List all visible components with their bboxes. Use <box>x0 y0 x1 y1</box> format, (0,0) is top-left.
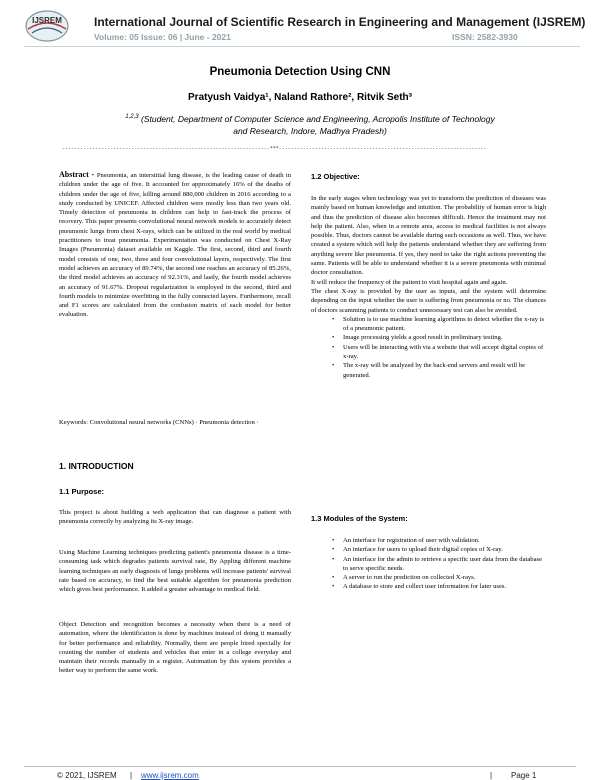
paper-title: Pneumonia Detection Using CNN <box>209 66 391 78</box>
list-item: • The x-ray will be analyzed by the back-end servers and result will be generated. <box>311 361 546 380</box>
objective-paragraph-3: The chest X-ray is provided by the user as inputs, and the system will determine depending on the input whether the user is suffering from pneumonia or no. The chances of doctors scamming patients to conduct unnecessary test can also be avoided. <box>311 287 546 314</box>
objective-paragraph-2: It will reduce the frequency of the patient to visit hospital again and again. <box>311 278 508 286</box>
affiliation-superscript: 1,2,3 <box>125 114 139 120</box>
objective-heading: 1.2 Objective: <box>311 172 360 181</box>
footer-separator: | <box>490 771 493 780</box>
ml-paragraph: Using Machine Learning techniques predicting patient's pneumonia disease is a time-consuming task which degrades patients survival rate, By Appling different machine learning techniques an early diagnosis of lungs problems will increase patients' survival rate based on accuracy, to find the best suitable algorithm for pneumonia prediction which gives best performance. It added a greater advantage to medical field. <box>59 549 291 594</box>
keywords: Keywords: Convolutional neural networks (CNNs) · Pneumonia detection · <box>59 419 259 426</box>
objective-intro <box>311 194 546 380</box>
modules-heading: 1.3 Modules of the System: <box>311 514 408 523</box>
journal-logo <box>24 9 70 43</box>
modules-list <box>311 536 546 592</box>
footer-divider <box>24 766 576 767</box>
abstract-label: Abstract - <box>59 170 97 179</box>
list-item: • Solution is to use machine learning algorithms to detect whether the x-ray is of a pneumonic patient. <box>311 315 546 334</box>
logo-text: IJSREM <box>32 16 62 25</box>
list-item: • A server to run the prediction on collected X-rays. <box>311 573 546 582</box>
list-item: • Users will be interacting with via a website that will accept digital copies of x-ray. <box>311 343 546 362</box>
objective-list <box>311 315 546 380</box>
volume-issue: Volume: 05 Issue: 06 | June - 2021 <box>94 32 231 42</box>
purpose-heading: 1.1 Purpose: <box>59 487 105 496</box>
introduction-heading: 1. INTRODUCTION <box>59 461 134 471</box>
section-divider: ---------------------------------------------------------------------***--------------------------------------------------------------------- <box>62 146 487 152</box>
affiliation-text: (Student, Department of Computer Science and Engineering, Acropolis Institute of Technology and Research, Indore, Madhya Pradesh) <box>138 113 495 136</box>
copyright: © 2021, IJSREM <box>57 771 117 780</box>
modules-section <box>311 536 546 592</box>
objective-paragraph-1: In the early stages when technology was yet to transform the prediction of diseases was mainly based on human knowledge and intuition. The probability of human error is high and thus the prediction of disease also becomes difficult. Hence the treatment may not help the patient. Also, when in a remote area, access to medical facilities is not always possible. Thus, doctors cannot be available during such occasions as well. Thus, we have created a system which will help the patients understand whether they are suffering from anything severe like pneumonia. If yes, they need to take the right actions preventing the same. Patients will be able to understand whether it is a severe pneumonia with minimal doctor consultation. <box>311 195 546 277</box>
list-item: • An interface for users to upload their digital copies of X-ray. <box>311 545 546 554</box>
header-divider <box>24 46 580 47</box>
purpose-paragraph: This project is about building a web application that can diagnose a patient with pneumonia correctly by analyzing its X-ray image. <box>59 509 291 526</box>
journal-title: International Journal of Scientific Research in Engineering and Management (IJSREM) <box>94 15 586 29</box>
list-item: • A database to store and collect user information for later uses. <box>311 582 546 591</box>
list-item: • Image processing yields a good result in preliminary testing. <box>311 333 546 342</box>
abstract-text: Pneumonia, an interstitial lung disease, is the leading cause of death in children under the age of five. It accounted for approximately 16% of the deaths of children under the age of five, killing around 880,000 children in 2016 according to a study conducted by UNICEF. Affected children were mostly less than two years old. Timely detection of pneumonia in children can help to fast-track the process of recovery. This paper presents convolutional neural network models to accurately detect pneumonic lungs from chest X-rays, which can be utilized in the real world by medical practitioners to treat pneumonia. Experimentation was conducted on Chest X-Ray Images (Pneumonia) dataset available on Kaggle. The first, second, third and fourth model consists of one, two, three and four convolutional layers, respectively. The first model achieves an accuracy of 89.74%, the second one reaches an accuracy of 85.26%, the third model achieves an accuracy of 92.31%, and lastly, the fourth model achieves an accuracy of 91.67%. Dropout regularization is employed in the second, third and fourth models to minimize overfitting in the fully connected layers. Furthermore, recall and F1 scores are calculated from the confusion matrix of each model for better evaluation. <box>59 172 291 319</box>
list-item: • An interface for the admin to retrieve a specific user data from the database to serve specific needs. <box>311 555 546 574</box>
abstract <box>59 170 291 320</box>
issn: ISSN: 2582-3930 <box>452 32 518 42</box>
list-item: • An interface for registration of user with validation. <box>311 536 546 545</box>
author-list: Pratyush Vaidya¹, Naland Rathore², Ritvik Seth³ <box>188 92 412 103</box>
page-number: Page 1 <box>511 771 537 780</box>
affiliation <box>120 111 500 137</box>
website-link[interactable]: www.ijsrem.com <box>141 771 199 780</box>
detection-paragraph: Object Detection and recognition becomes a necessity when there is a need of automation, where the identification is done by machines instead of doing it manually for better performance and reliability. Normally, there are people hired specially for counting the number of students and vehicles that enter in a college everyday and maintain their records manually in a register. Automation by this system provides a better way to perform the same work. <box>59 621 291 675</box>
footer-separator: | <box>130 771 133 780</box>
